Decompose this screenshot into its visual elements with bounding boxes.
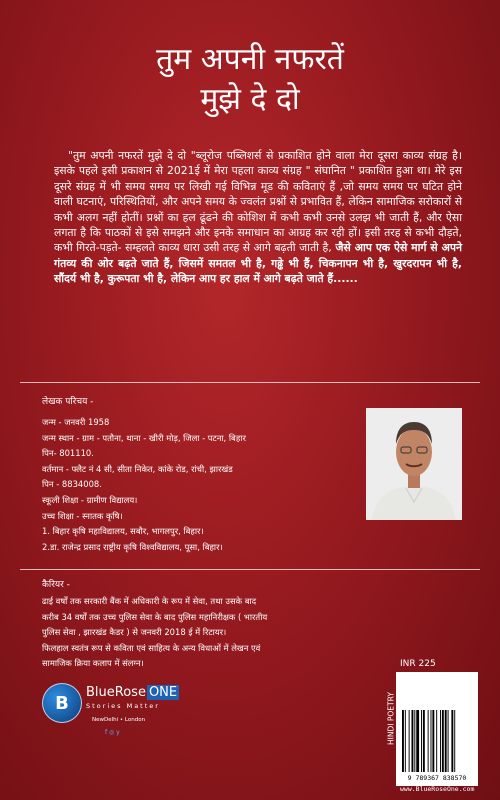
bio-line: पिन- 801110. (42, 448, 94, 459)
price-label: INR 225 (400, 659, 436, 669)
bio-line: जन्म स्थान - ग्राम - पतौना, थाना - खीरी मोड़, जिला - पटना, बिहार (42, 432, 246, 443)
career-line: सामाजिक क्रिया कलाप में संलग्न। (42, 658, 144, 669)
author-bio-label: लेखक परिचय - (42, 397, 94, 407)
isbn-number: 9 789367 838570 (407, 774, 467, 782)
bio-line: 2.डा. राजेन्द्र प्रसाद राष्ट्रीय कृषि विश्वविद्यालय, पूसा, बिहार। (42, 541, 223, 552)
title-line-2: मुझे दे दो (200, 82, 300, 117)
publisher-logo (42, 683, 202, 743)
bio-line: पिन - 8834008. (42, 479, 102, 490)
bio-line: स्कूली शिक्षा - ग्रामीण विद्यालय। (42, 494, 138, 505)
barcode (396, 672, 478, 786)
author-bio (42, 415, 366, 555)
career-line: ढाई वर्षों तक सरकारी बैंक में अधिकारी के रूप में सेवा, तथा उसके बाद (42, 596, 257, 606)
publisher-name-main: BlueRose (86, 685, 146, 700)
social-icons: f ◎ y (105, 729, 120, 736)
career-line: फिलहाल स्वतंत्र रूप से कविता एवं साहित्य के अन्य विधाओं में लेखन एवं (42, 642, 261, 653)
bio-line: वर्तमान - फ्लैट नं 4 सी, सीता निकेत, कांके रोड, रांची, झारखंड (42, 463, 233, 474)
career-line: करीब 34 वर्षों तक उच्च पुलिस सेवा के बाद पुलिस महानिरीक्षक ( भारतीय (42, 611, 268, 622)
publisher-name (86, 685, 179, 700)
title-line-1: तुम अपनी नफरतें (156, 42, 344, 77)
divider (20, 569, 480, 570)
bio-line: 1. बिहार कृषि महाविद्यालय, सबौर, भागलपुर, बिहार। (42, 526, 204, 537)
bluerose-logo-icon: B (42, 683, 82, 723)
author-photo (366, 408, 462, 520)
intro-bold-text: जैसे आप एक ऐसे मार्ग से अपने गंतव्य की ओर बढ़ते जाते हैं, जिसमें समतल भी है, गढ्ढे भी हैं, चिकनापन भी है, खुरदरापन भी है, सौंदर्य भी है, कुरूपता भी है, लेकिन आप हर हाल में आगे बढ़ते जाते हैं...... (54, 241, 462, 286)
book-title (0, 40, 500, 120)
intro-text: "तुम अपनी नफरतें मुझे दे दो "ब्लूरोज पब्लिशर्स से प्रकाशित होने वाला मेरा दूसरा काव्य संग्रह है। इसके पहले इसी प्रकाशन से 2021ई में मेरा पहला काव्य संग्रह " संघानित " प्रकाशित हुआ था। मेरे इस दूसरे संग्रह में भी समय समय पर लिखी गई विभिन्न मूड की कविताएं हैं ,जो समय समय पर घटित होने वाली घटनाएं, परिस्थितियों, और अपने समय के ज्वलंत प्रश्नों से प्रभावित हैं, लेकिन सामाजिक सरोकारों से कभी अलग नहीं होतीं। प्रश्नों का हल ढूंढने की कोशिश में कभी कभी उनसे उलझ भी जाती हैं, और ऐसा लगता है कि पाठकों से इसे समझने और इनके समाधान का आग्रह कर रही हों। इसी तरह से कभी दौड़ते, कभी गिरते-पड़ते- सम्हलते काव्य धारा उसी तरह से आगे बढ़ती जाती है, (54, 149, 462, 255)
genre-label: HINDI POETRY (386, 692, 396, 745)
publisher-website: www.BlueRoseOne.com (400, 785, 475, 793)
publisher-tagline: Stories Matter (86, 702, 160, 710)
intro-paragraph (54, 148, 462, 287)
barcode-icon (402, 710, 472, 772)
career-label: कैरियर - (42, 580, 70, 590)
divider (20, 382, 480, 383)
publisher-cities: NewDelhi • London (92, 717, 146, 723)
bio-line: जन्म - जनवरी 1958 (42, 417, 110, 427)
career-line: पुलिस सेवा , झारखंड कैडर ) से जनवरी 2018 ई में रिटायर। (42, 627, 227, 638)
author-portrait-icon (366, 408, 462, 520)
bio-line: उच्च शिक्षा - स्नातक कृषि। (42, 510, 123, 521)
publisher-name-one: ONE (148, 685, 178, 700)
